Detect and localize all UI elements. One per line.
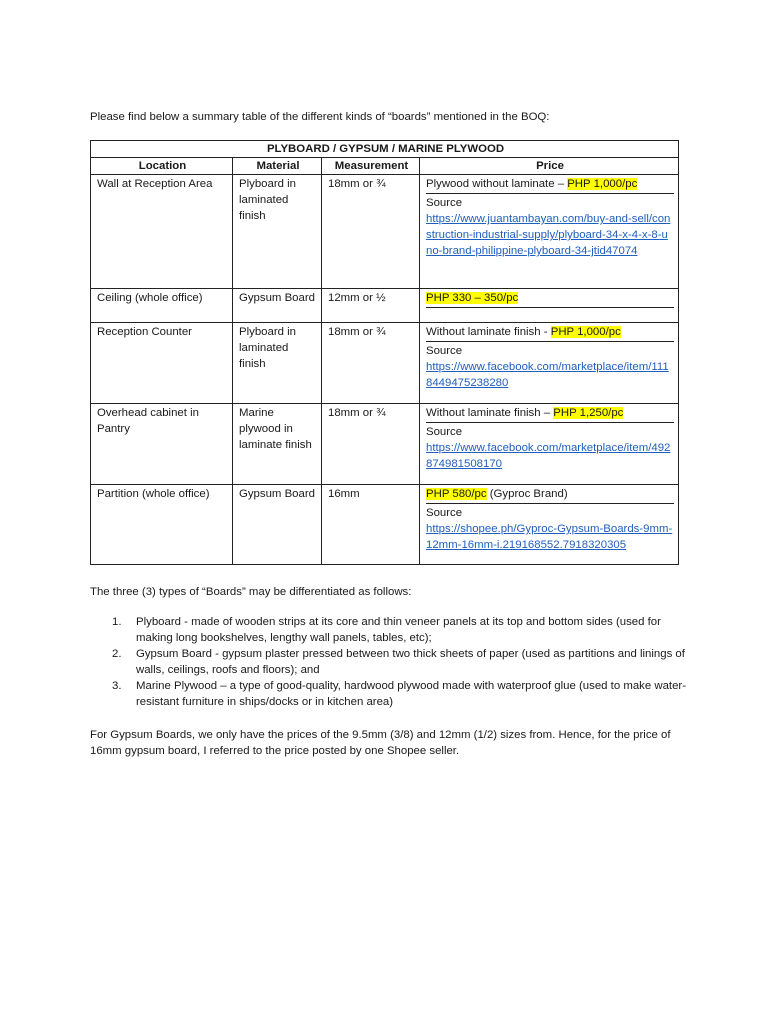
cell-measurement: 12mm or ½ <box>322 289 420 323</box>
cell-price <box>420 323 679 404</box>
header-material: Material <box>233 158 322 175</box>
price-prefix: Plywood without laminate – <box>426 178 568 190</box>
source-label: Source <box>426 507 463 519</box>
cell-material: Plyboard in laminated finish <box>233 175 322 289</box>
price-line <box>426 486 674 504</box>
table-row <box>91 323 679 404</box>
cell-material: Gypsum Board <box>233 485 322 565</box>
cell-location: Partition (whole office) <box>91 485 233 565</box>
header-measurement: Measurement <box>322 158 420 175</box>
price-highlight: PHP 1,000/pc <box>550 326 621 338</box>
source-link[interactable]: https://shopee.ph/Gyproc-Gypsum-Boards-9mm-12mm-16mm-i.219168552.7918320305 <box>426 523 673 551</box>
table-title: PLYBOARD / GYPSUM / MARINE PLYWOOD <box>91 141 679 158</box>
list-item <box>90 678 690 710</box>
price-suffix: (Gyproc Brand) <box>486 488 568 500</box>
cell-measurement: 16mm <box>322 485 420 565</box>
price-highlight: PHP 1,250/pc <box>553 407 624 419</box>
price-line <box>426 290 674 308</box>
cell-measurement: 18mm or ¾ <box>322 323 420 404</box>
list-number: 3. <box>112 680 122 692</box>
cell-location: Overhead cabinet in Pantry <box>91 404 233 485</box>
closing-paragraph: For Gypsum Boards, we only have the prices of the 9.5mm (3/8) and 12mm (1/2) sizes from. Hence, for the price of 16mm gypsum board, I referred to the price posted by one Shopee seller. <box>90 729 671 757</box>
price-highlight: PHP 330 – 350/pc <box>426 292 519 304</box>
table-row <box>91 175 679 289</box>
differentiation-intro: The three (3) types of “Boards” may be differentiated as follows: <box>90 586 412 598</box>
table-header-row <box>91 158 679 175</box>
cell-measurement: 18mm or ¾ <box>322 175 420 289</box>
source-label: Source <box>426 426 463 438</box>
table-row <box>91 485 679 565</box>
cell-material: Plyboard in laminated finish <box>233 323 322 404</box>
list-item <box>90 614 690 646</box>
source-link[interactable]: https://www.juantambayan.com/buy-and-sell/construction-industrial-supply/plyboard-34-x-4-x-8-uno-brand-philippine-plyboard-34-jtid47074 <box>426 213 671 257</box>
table-row <box>91 289 679 323</box>
list-item-text: Plyboard - made of wooden strips at its core and thin veneer panels at its top and bottom sides (used for making long bookshelves, lengthy wall panels, tables, etc); <box>136 616 661 644</box>
cell-price <box>420 175 679 289</box>
list-number: 1. <box>112 616 122 628</box>
list-item-text: Gypsum Board - gypsum plaster pressed between two thick sheets of paper (used as partitions and linings of walls, ceilings, roofs and floors); and <box>136 648 685 676</box>
cell-measurement: 18mm or ¾ <box>322 404 420 485</box>
price-highlight: PHP 580/pc <box>426 488 487 500</box>
price-line <box>426 405 674 423</box>
source-link[interactable]: https://www.facebook.com/marketplace/item/492874981508170 <box>426 442 671 470</box>
source-label: Source <box>426 345 463 357</box>
board-types-list <box>90 614 690 710</box>
price-prefix: Without laminate finish - <box>426 326 551 338</box>
table-row <box>91 404 679 485</box>
cell-price <box>420 404 679 485</box>
price-line <box>426 176 674 194</box>
cell-price <box>420 485 679 565</box>
cell-material: Gypsum Board <box>233 289 322 323</box>
source-link[interactable]: https://www.facebook.com/marketplace/item/1118449475238280 <box>426 361 669 389</box>
list-number: 2. <box>112 648 122 660</box>
header-price: Price <box>420 158 679 175</box>
cell-location: Ceiling (whole office) <box>91 289 233 323</box>
source-label: Source <box>426 197 463 209</box>
boards-summary-table <box>90 140 679 565</box>
price-prefix: Without laminate finish – <box>426 407 554 419</box>
cell-price <box>420 289 679 323</box>
price-highlight: PHP 1,000/pc <box>567 178 638 190</box>
cell-location: Reception Counter <box>91 323 233 404</box>
list-item <box>90 646 690 678</box>
list-item-text: Marine Plywood – a type of good-quality, hardwood plywood made with waterproof glue (used to make water-resistant furniture in ships/docks or in kitchen area) <box>136 680 686 708</box>
cell-material: Marine plywood in laminate finish <box>233 404 322 485</box>
price-line <box>426 324 674 342</box>
cell-location: Wall at Reception Area <box>91 175 233 289</box>
intro-paragraph: Please find below a summary table of the different kinds of “boards” mentioned in the BOQ: <box>90 111 550 123</box>
header-location: Location <box>91 158 233 175</box>
